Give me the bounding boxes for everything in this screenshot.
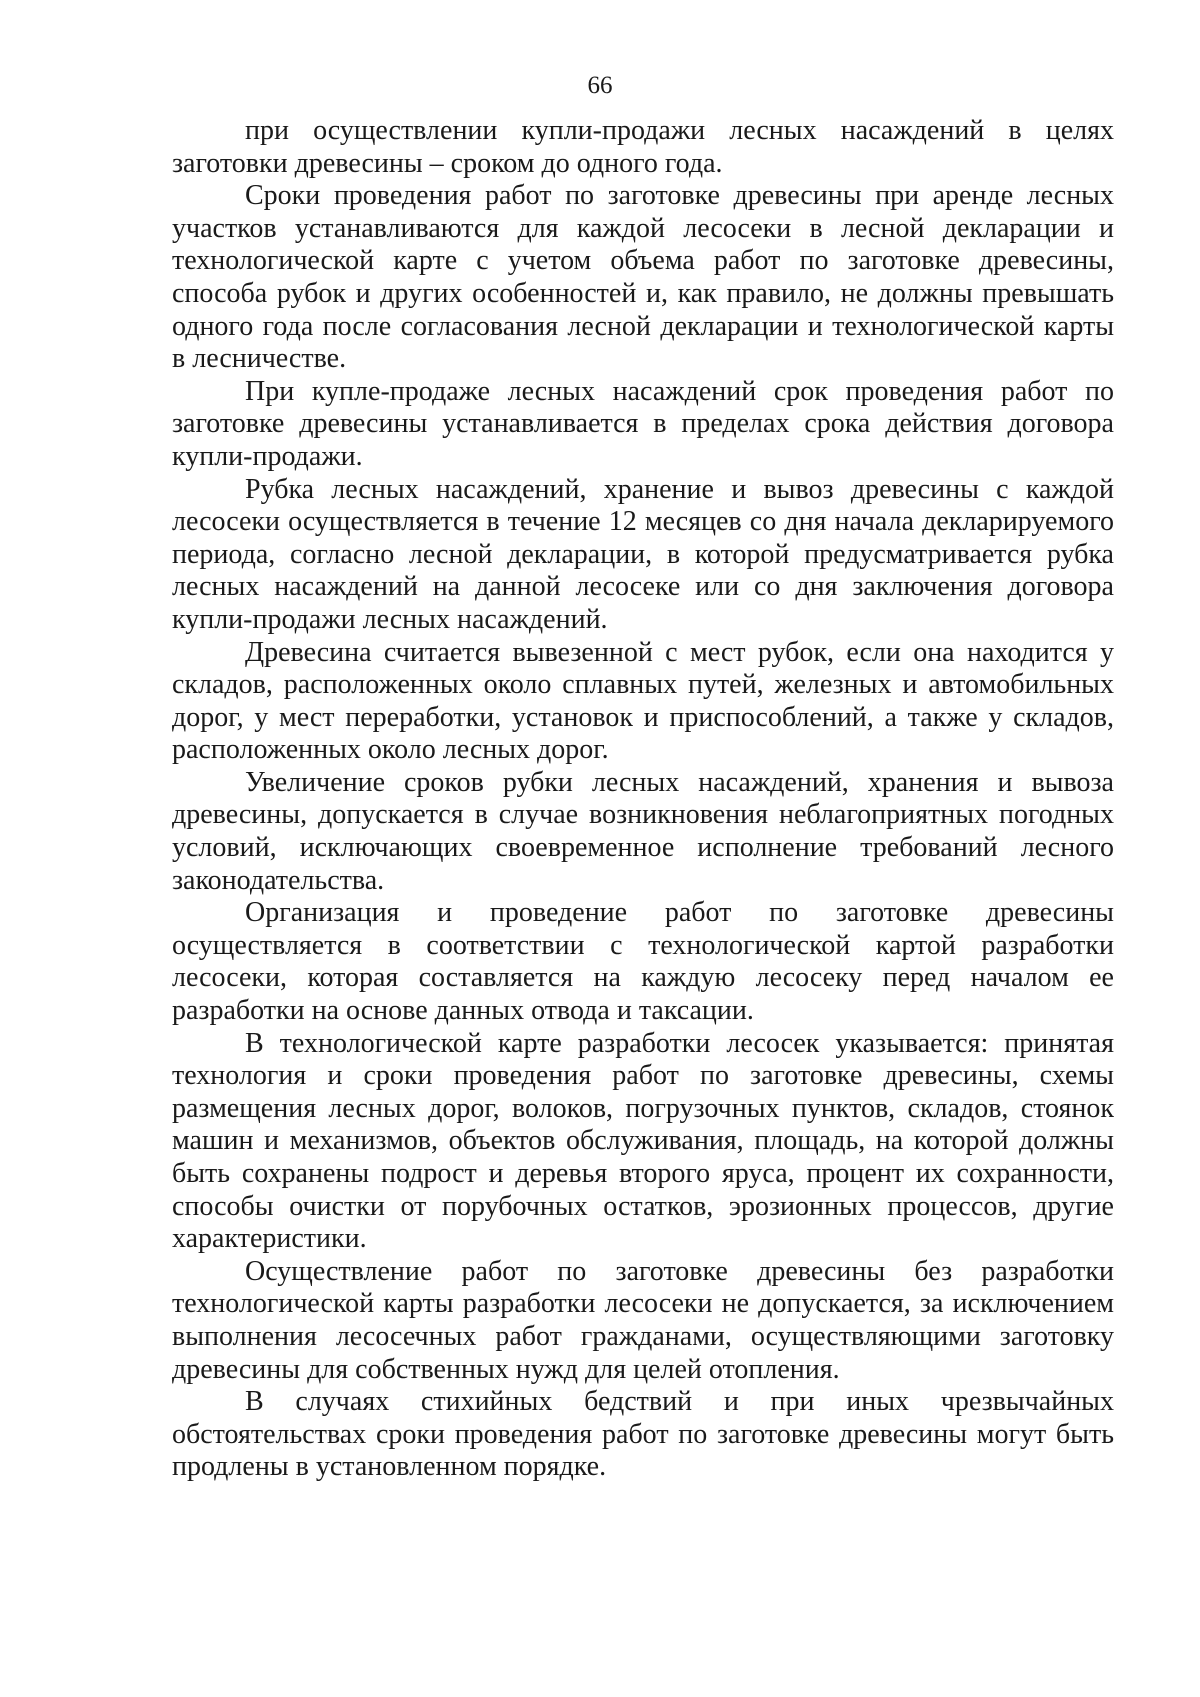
paragraph-organization-of-works: Организация и проведение работ по заготовке древесины осуществляется в соответствии с технологической картой разработки лесосеки, которая составляется на каждую лесосеку перед началом ее разработки на основе данных отвода и таксации.	[172, 897, 1114, 1027]
paragraph-work-terms-lease: Сроки проведения работ по заготовке древесины при аренде лесных участков устанавливаются для каждой лесосеки в лесной декларации и технологической карте с учетом объема работ по заготовке древесины, способа рубок и других особенностей и, как правило, не должны превышать одного года после согласования лесной декларации и технологической карты в лесничестве.	[172, 180, 1114, 375]
page-number: 66	[587, 72, 613, 99]
paragraph-term-extension-weather: Увеличение сроков рубки лесных насаждений, хранения и вывоза древесины, допускается в случае возникновения неблагоприятных погодных условий, исключающих своевременное исполнение требований лесного законодательства.	[172, 766, 1114, 896]
paragraph-wood-removed-definition: Древесина считается вывезенной с мест рубок, если она находится у складов, расположенных около сплавных путей, железных и автомобильных дорог, у мест переработки, установок и приспособлений, а также у складов, расположенных около лесных дорог.	[172, 636, 1114, 766]
paragraph-emergency-extension: В случаях стихийных бедствий и при иных чрезвычайных обстоятельствах сроки проведения работ по заготовке древесины могут быть продлены в установленном порядке.	[172, 1386, 1114, 1483]
paragraph-felling-removal-period: Рубка лесных насаждений, хранение и вывоз древесины с каждой лесосеки осуществляется в течение 12 месяцев со дня начала декларируемого периода, согласно лесной декларации, в которой предусматривается рубка лесных насаждений на данной лесосеке или со дня заключения договора купли-продажи лесных насаждений.	[172, 473, 1114, 635]
document-body	[172, 115, 1114, 1484]
paragraph-continued: при осуществлении купли-продажи лесных насаждений в целях заготовки древесины – сроком до одного года.	[172, 115, 1114, 179]
paragraph-technological-map-contents: В технологической карте разработки лесосек указывается: принятая технология и сроки проведения работ по заготовке древесины, схемы размещения лесных дорог, волоков, погрузочных пунктов, складов, стоянок машин и механизмов, объектов обслуживания, площадь, на которой должны быть сохранены подрост и деревья второго яруса, процент их сохранности, способы очистки от порубочных остатков, эрозионных процессов, другие характеристики.	[172, 1027, 1114, 1255]
paragraph-purchase-sale-term: При купле-продаже лесных насаждений срок проведения работ по заготовке древесины устанавливается в пределах срока действия договора купли-продажи.	[172, 375, 1114, 472]
paragraph-map-required: Осуществление работ по заготовке древесины без разработки технологической карты разработки лесосеки не допускается, за исключением выполнения лесосечных работ гражданами, осуществляющими заготовку древесины для собственных нужд для целей отопления.	[172, 1255, 1114, 1385]
